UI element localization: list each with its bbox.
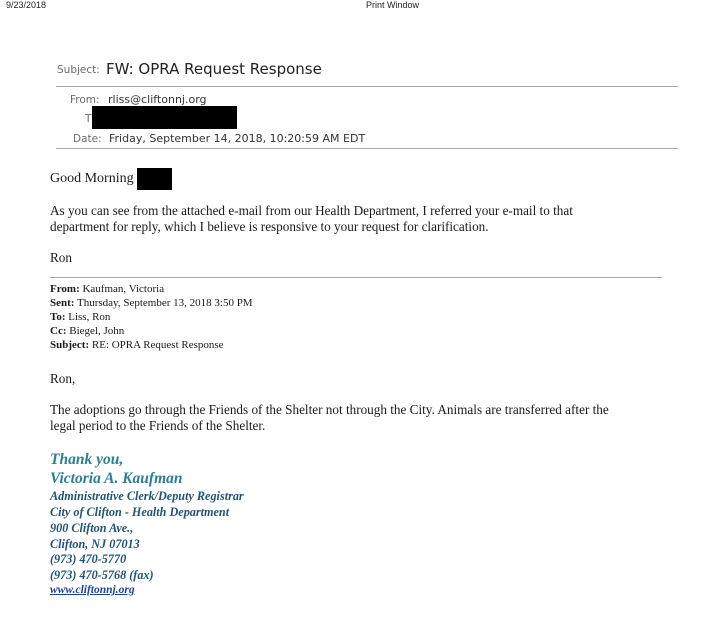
fwd-greeting: Ron, <box>50 371 76 386</box>
fwd-subject-row <box>50 339 224 351</box>
fwd-sent-label: Sent: <box>50 297 75 309</box>
print-date: 9/23/2018 <box>6 0 47 10</box>
header-divider <box>56 148 678 149</box>
forward-divider <box>50 277 662 278</box>
fwd-to-row <box>50 311 110 323</box>
signature-title: Administrative Clerk/Deputy Registrar <box>50 489 244 503</box>
to-label: T <box>85 113 92 125</box>
fwd-from-label: From: <box>50 283 80 295</box>
signature-org: City of Clifton - Health Department <box>50 505 230 519</box>
fwd-cc-row <box>50 325 124 337</box>
signature-street: 900 Clifton Ave., <box>50 521 134 535</box>
redacted-name <box>137 168 172 190</box>
signature-fax: (973) 470-5768 (fax) <box>50 568 154 582</box>
body-paragraph-line1: As you can see from the attached e-mail from our Health Department, I referred your e-mail to that <box>50 203 573 218</box>
signature-thanks: Thank you, <box>50 451 124 468</box>
fwd-sent-row <box>50 297 253 309</box>
signature-name: Victoria A. Kaufman <box>50 470 183 487</box>
signature-city: Clifton, NJ 07013 <box>50 537 140 551</box>
subject-label: Subject: <box>57 64 100 76</box>
redacted-recipient <box>92 106 237 129</box>
greeting: Good Morning <box>50 171 134 186</box>
fwd-to: Liss, Ron <box>68 311 111 323</box>
fwd-from: Kaufman, Victoria <box>82 283 165 295</box>
fwd-subject-label: Subject: <box>50 339 90 351</box>
fwd-subject: RE: OPRA Request Response <box>91 339 224 351</box>
signature-phone: (973) 470-5770 <box>50 552 127 566</box>
subject-divider <box>56 86 678 87</box>
date-label: Date: <box>73 133 102 145</box>
fwd-paragraph-line2: legal period to the Friends of the Shelter. <box>50 418 266 433</box>
fwd-paragraph-line1: The adoptions go through the Friends of the Shelter not through the City. Animals are transferred after the <box>50 402 609 417</box>
signoff: Ron <box>50 250 72 265</box>
signature-website-link[interactable]: www.cliftonnj.org <box>50 584 135 596</box>
email-subject: FW: OPRA Request Response <box>106 60 322 78</box>
fwd-cc: Biegel, John <box>69 325 125 337</box>
fwd-sent: Thursday, September 13, 2018 3:50 PM <box>77 297 253 309</box>
fwd-to-label: To: <box>50 311 66 323</box>
email-date: Friday, September 14, 2018, 10:20:59 AM EDT <box>109 132 366 145</box>
print-window-title: Print Window <box>366 0 420 10</box>
from-label: From: <box>70 94 100 106</box>
fwd-from-row <box>50 283 164 295</box>
from-address[interactable]: rliss@cliftonnj.org <box>108 93 207 106</box>
body-paragraph-line2: department for reply, which I believe is responsive to your request for clarification. <box>50 219 489 234</box>
fwd-cc-label: Cc: <box>50 325 67 337</box>
